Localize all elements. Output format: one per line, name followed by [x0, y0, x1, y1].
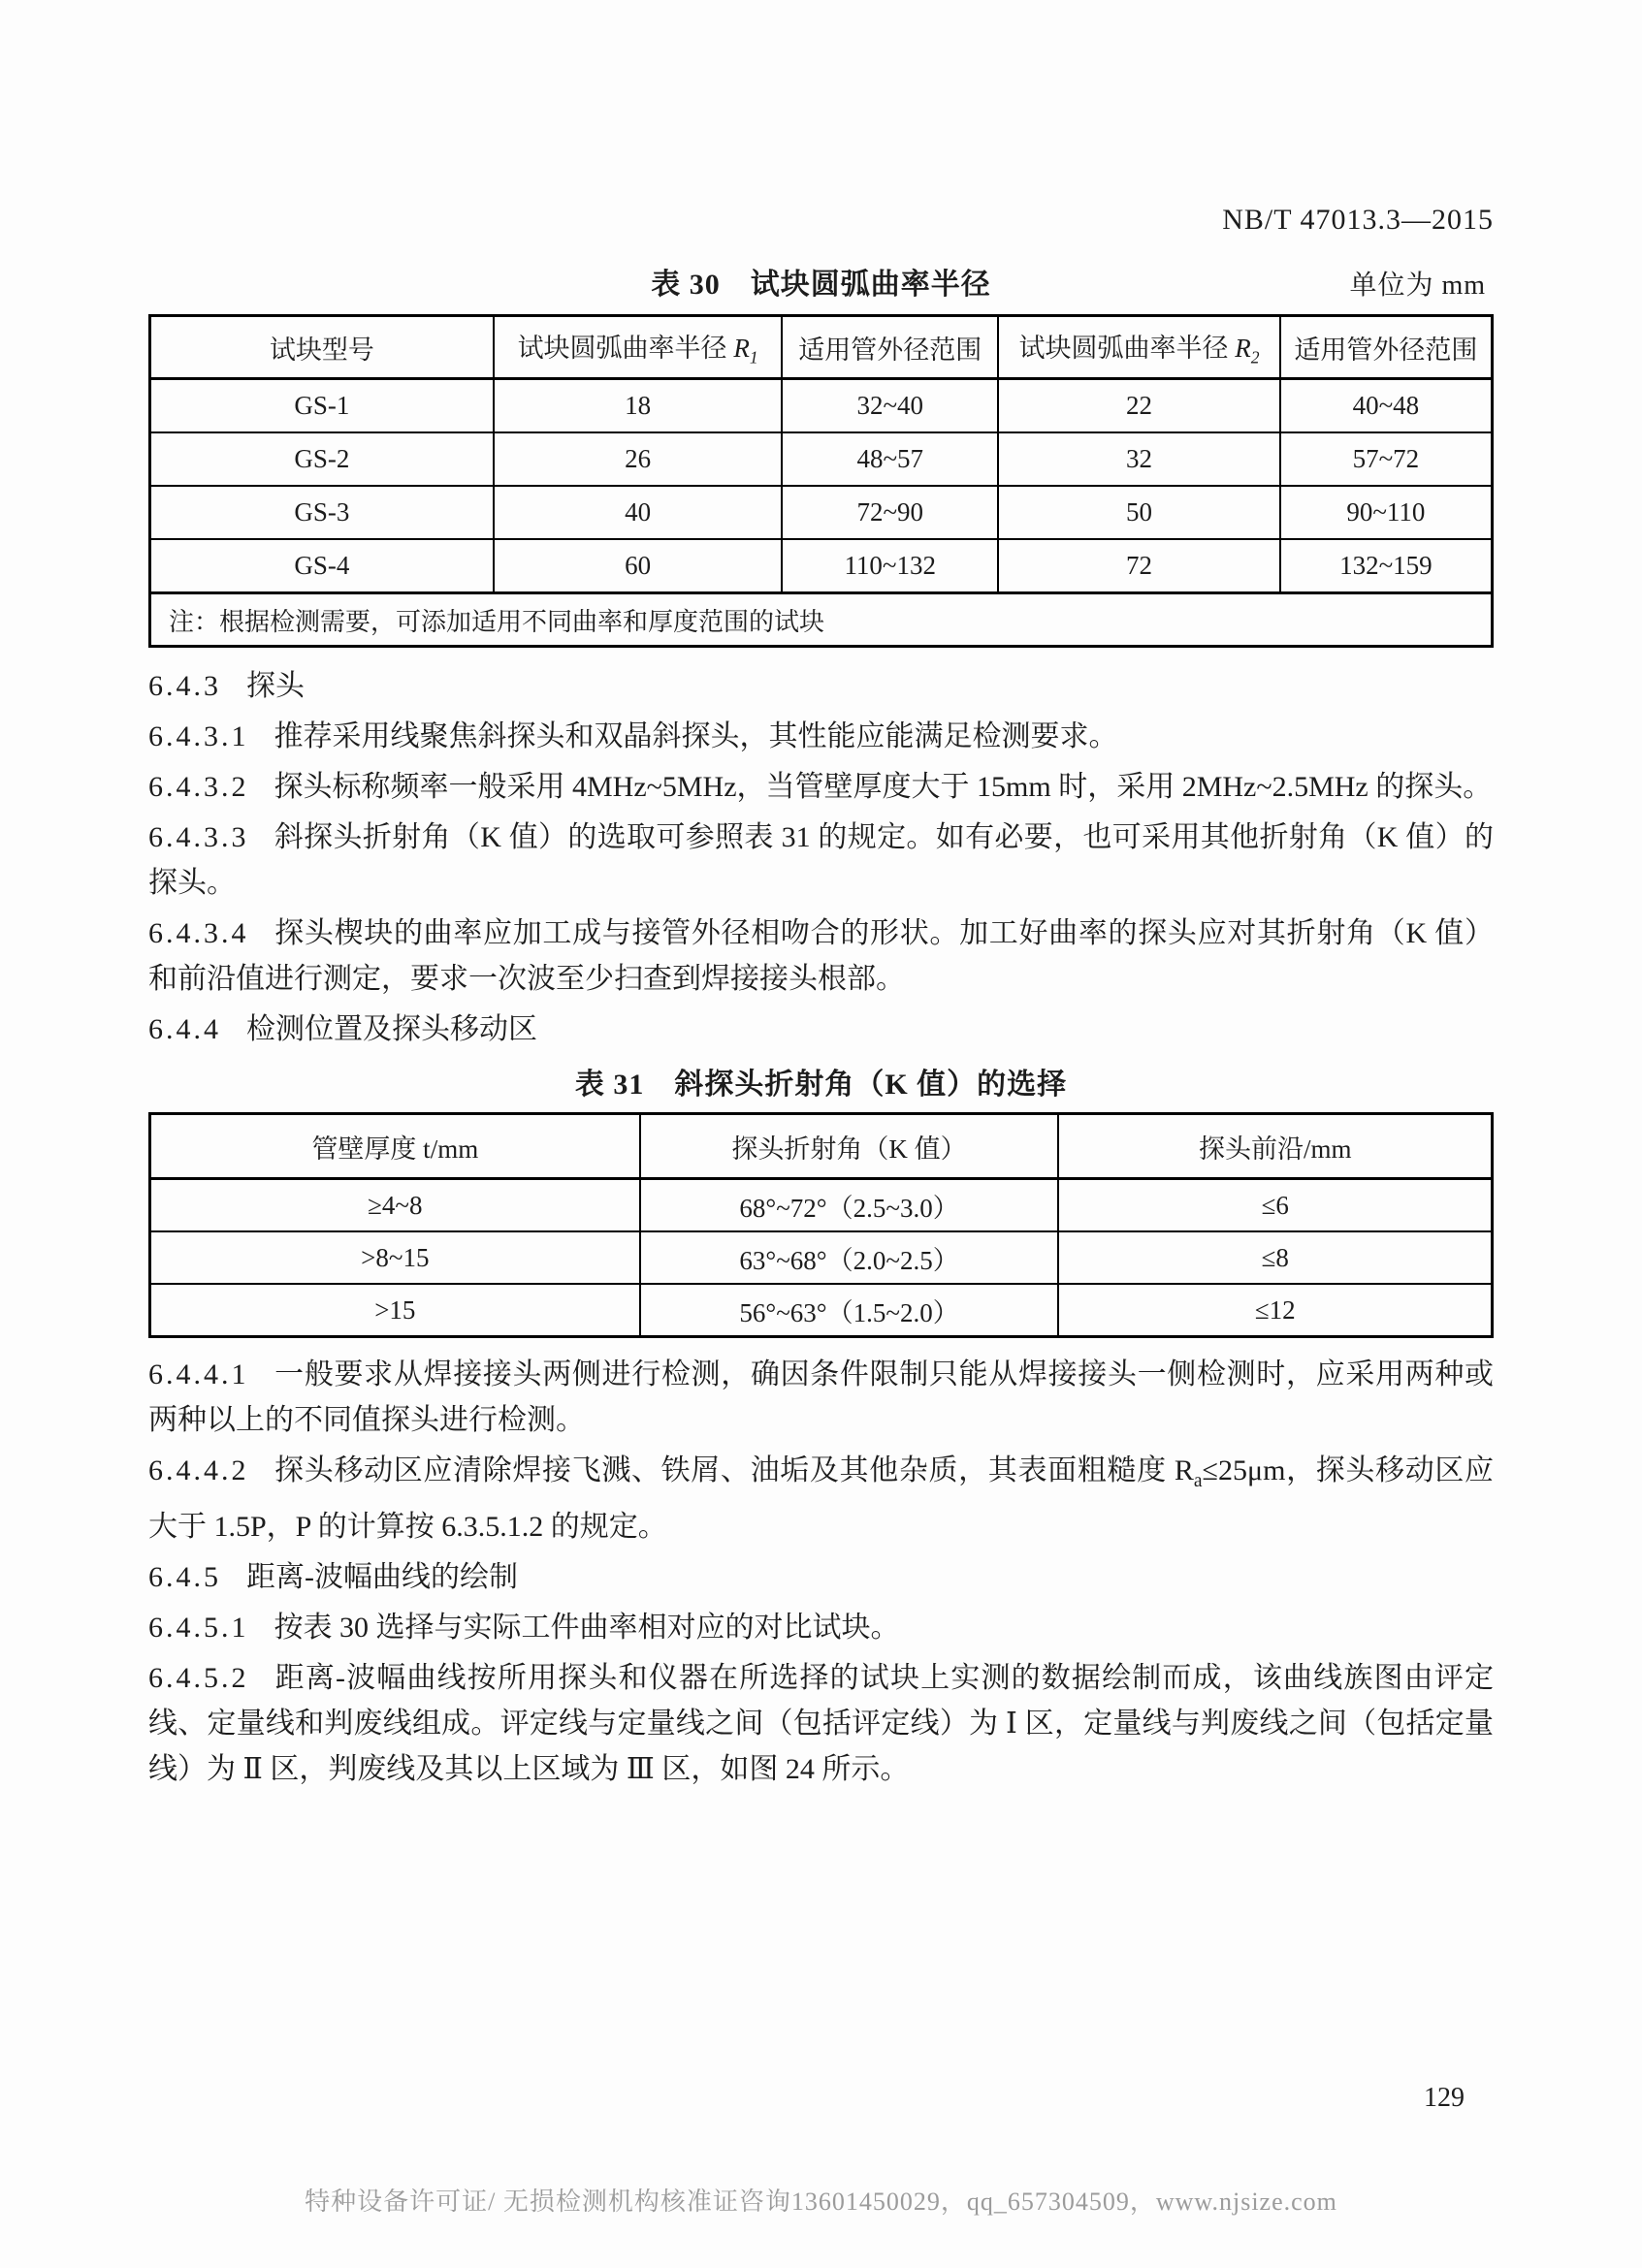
cell-front: ≤8: [1058, 1231, 1492, 1284]
table31-header-row: [150, 1114, 1493, 1179]
cell-angle: 68°~72°（2.5~3.0）: [640, 1179, 1059, 1232]
table30-note: 注：根据检测需要，可添加适用不同曲率和厚度范围的试块: [150, 593, 1493, 647]
cell-od1: 110~132: [782, 539, 998, 593]
cell-front: ≤6: [1058, 1179, 1492, 1232]
cell-angle: 56°~63°（1.5~2.0）: [640, 1284, 1059, 1337]
table30-header-pipe-od-range-2: 适用管外径范围: [1280, 316, 1493, 379]
cell-angle: 63°~68°（2.0~2.5）: [640, 1231, 1059, 1284]
section-6-4-5: 6.4.5 距离-波幅曲线的绘制: [148, 1561, 518, 1593]
cell-r1: 40: [494, 486, 783, 539]
cell-od2: 132~159: [1280, 539, 1493, 593]
cell-r2: 72: [998, 539, 1280, 593]
table31-caption: 表 31 斜探头折射角（K 值）的选择: [574, 1069, 1068, 1101]
cell-r1: 18: [494, 379, 783, 433]
table31-header-wall-thickness: 管壁厚度 t/mm: [150, 1114, 640, 1179]
section-6-4-3: 6.4.3 探头: [148, 670, 305, 702]
table30-header-row: [150, 316, 1493, 379]
watermark-footer: 特种设备许可证/ 无损检测机构核准证咨询13601450029，qq_657304509，www.njsize.com: [305, 2188, 1337, 2216]
table30-note-row: [150, 593, 1493, 647]
table-row: [150, 432, 1493, 486]
table30-header-radius-r1: 试块圆弧曲率半径 $R_1$: [494, 316, 783, 379]
section-6-4-3-3: 6.4.3.3 斜探头折射角（K 值）的选取可参照表 31 的规定。如有必要，也可采用其他折射角（K 值）的探头。: [148, 821, 1494, 899]
table-row: [150, 379, 1493, 433]
sections-after-table31: [148, 1352, 1494, 1792]
cell-specimen: GS-2: [150, 432, 494, 486]
table30-header-radius-r2: 试块圆弧曲率半径 $R_2$: [998, 316, 1280, 379]
table31-header-probe-front: 探头前沿/mm: [1058, 1114, 1492, 1179]
table30-caption: 表 30 试块圆弧曲率半径: [651, 269, 991, 301]
unit-label: 单位为 mm: [1349, 271, 1486, 301]
cell-od2: 40~48: [1280, 379, 1493, 433]
section-6-4-3-1: 6.4.3.1 推荐采用线聚焦斜探头和双晶斜探头，其性能应能满足检测要求。: [148, 720, 1118, 752]
cell-od1: 72~90: [782, 486, 998, 539]
standard-number: NB/T 47013.3—2015: [1222, 204, 1494, 236]
table31: [148, 1112, 1494, 1338]
section-6-4-4-2: 6.4.4.2 探头移动区应清除焊接飞溅、铁屑、油垢及其他杂质，其表面粗糙度 $R_a\le 25\mu m$，探头移动区应大于 1.5P，P 的计算按 6.3.5.1.2 的规定。: [148, 1454, 1494, 1543]
section-6-4-4-1: 6.4.4.1 一般要求从焊接接头两侧进行检测，确因条件限制只能从焊接接头一侧检测时，应采用两种或两种以上的不同值探头进行检测。: [148, 1358, 1494, 1436]
section-6-4-5-2: 6.4.5.2 距离-波幅曲线按所用探头和仪器在所选择的试块上实测的数据绘制而成，该曲线族图由评定线、定量线和判废线组成。评定线与定量线之间（包括评定线）为 Ⅰ 区，定量线与判废线之间（包括定量线）为 Ⅱ 区，判废线及其以上区域为 Ⅲ 区，如图 24 所示。: [148, 1662, 1494, 1785]
symbol-r1: $R_1$: [733, 333, 758, 367]
cell-r2: 22: [998, 379, 1280, 433]
cell-od2: 57~72: [1280, 432, 1493, 486]
cell-thickness: >15: [150, 1284, 640, 1337]
table-row: [150, 539, 1493, 593]
cell-specimen: GS-3: [150, 486, 494, 539]
table30-header-pipe-od-range-1: 适用管外径范围: [782, 316, 998, 379]
table-row: [150, 1284, 1493, 1337]
cell-r1: 60: [494, 539, 783, 593]
cell-od1: 48~57: [782, 432, 998, 486]
cell-r1: 26: [494, 432, 783, 486]
table31-header-refraction-angle: 探头折射角（K 值）: [640, 1114, 1059, 1179]
cell-thickness: ≥4~8: [150, 1179, 640, 1232]
table30-caption-row: [148, 260, 1494, 301]
table-row: [150, 1179, 1493, 1232]
symbol-r2: $R_2$: [1235, 333, 1260, 367]
cell-od2: 90~110: [1280, 486, 1493, 539]
cell-specimen: GS-1: [150, 379, 494, 433]
table-row: [150, 1231, 1493, 1284]
cell-front: ≤12: [1058, 1284, 1492, 1337]
cell-od1: 32~40: [782, 379, 998, 433]
section-6-4-3-2: 6.4.3.2 探头标称频率一般采用 4MHz~5MHz，当管壁厚度大于 15mm 时，采用 2MHz~2.5MHz 的探头。: [148, 771, 1493, 803]
subscript-a: a: [1193, 1471, 1203, 1491]
table30: [148, 314, 1494, 648]
sections-before-table31: [148, 663, 1494, 1052]
cell-r2: 32: [998, 432, 1280, 486]
table31-caption-row: [148, 1060, 1494, 1101]
section-6-4-5-1: 6.4.5.1 按表 30 选择与实际工件曲率相对应的对比试块。: [148, 1612, 900, 1644]
section-6-4-3-4: 6.4.3.4 探头楔块的曲率应加工成与接管外径相吻合的形状。加工好曲率的探头应对其折射角（K 值）和前沿值进行测定，要求一次波至少扫查到焊接接头根部。: [148, 917, 1494, 995]
table30-header-specimen-type: 试块型号: [150, 316, 494, 379]
section-6-4-4: 6.4.4 检测位置及探头移动区: [148, 1013, 537, 1045]
cell-thickness: >8~15: [150, 1231, 640, 1284]
page-number: 129: [1424, 2083, 1465, 2113]
cell-r2: 50: [998, 486, 1280, 539]
table-row: [150, 486, 1493, 539]
cell-specimen: GS-4: [150, 539, 494, 593]
